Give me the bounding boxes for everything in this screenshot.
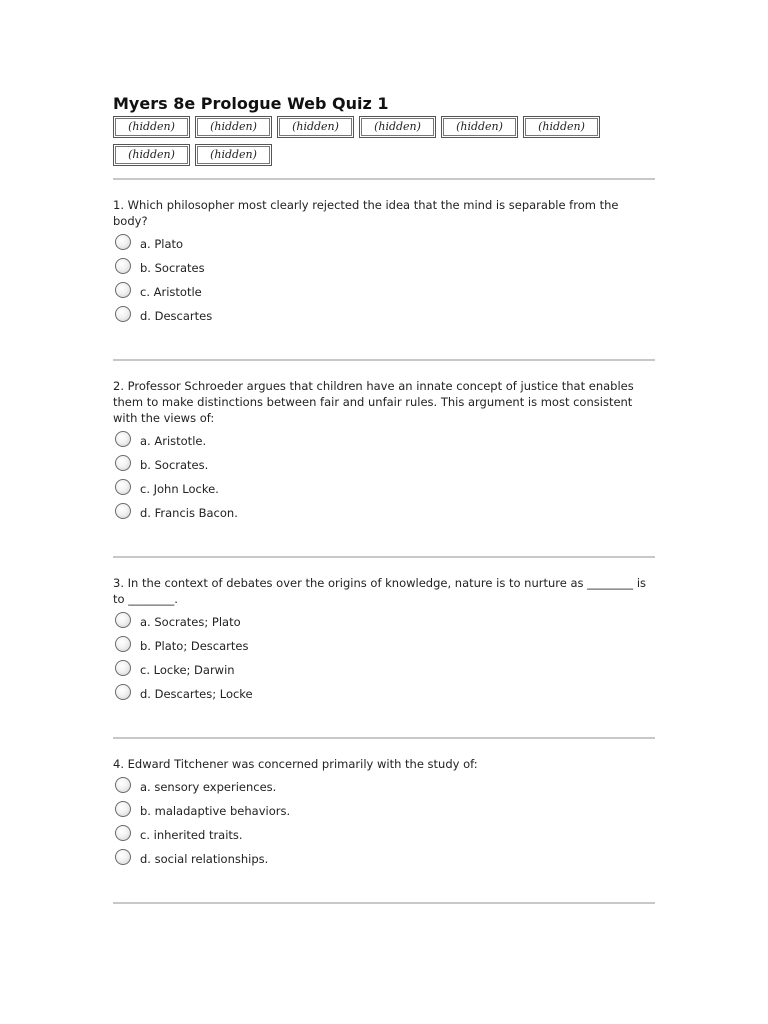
option-d[interactable] bbox=[113, 304, 655, 328]
hidden-field[interactable]: (hidden) bbox=[277, 116, 354, 138]
options bbox=[113, 429, 655, 525]
option-b[interactable] bbox=[113, 453, 655, 477]
radio-button[interactable] bbox=[115, 660, 131, 676]
divider bbox=[113, 556, 655, 558]
hidden-field[interactable]: (hidden) bbox=[441, 116, 518, 138]
hidden-field[interactable]: (hidden) bbox=[523, 116, 600, 138]
options bbox=[113, 610, 655, 706]
divider bbox=[113, 902, 655, 904]
radio-button[interactable] bbox=[115, 479, 131, 495]
option-c[interactable] bbox=[113, 477, 655, 501]
radio-button[interactable] bbox=[115, 801, 131, 817]
radio-button[interactable] bbox=[115, 455, 131, 471]
question-text: 1. Which philosopher most clearly rejected the idea that the mind is separable from the body? bbox=[113, 198, 619, 228]
radio-button[interactable] bbox=[115, 431, 131, 447]
option-label: c. Aristotle bbox=[140, 285, 202, 299]
option-b[interactable] bbox=[113, 256, 655, 280]
hidden-field[interactable]: (hidden) bbox=[195, 144, 272, 166]
divider bbox=[113, 737, 655, 739]
option-label: a. sensory experiences. bbox=[140, 780, 277, 794]
divider bbox=[113, 359, 655, 361]
radio-button[interactable] bbox=[115, 684, 131, 700]
option-a[interactable] bbox=[113, 232, 655, 256]
option-c[interactable] bbox=[113, 280, 655, 304]
option-d[interactable] bbox=[113, 682, 655, 706]
option-label: d. Francis Bacon. bbox=[140, 506, 238, 520]
option-label: c. Locke; Darwin bbox=[140, 663, 235, 677]
option-label: c. inherited traits. bbox=[140, 828, 243, 842]
radio-button[interactable] bbox=[115, 636, 131, 652]
options bbox=[113, 232, 655, 328]
question-3 bbox=[113, 575, 655, 706]
radio-button[interactable] bbox=[115, 503, 131, 519]
divider bbox=[113, 178, 655, 180]
radio-button[interactable] bbox=[115, 777, 131, 793]
option-label: d. Descartes bbox=[140, 309, 213, 323]
option-label: d. Descartes; Locke bbox=[140, 687, 253, 701]
option-d[interactable] bbox=[113, 847, 655, 871]
radio-button[interactable] bbox=[115, 306, 131, 322]
radio-button[interactable] bbox=[115, 825, 131, 841]
question-text: 3. In the context of debates over the origins of knowledge, nature is to nurture as ________ is to ________. bbox=[113, 576, 647, 606]
question-1 bbox=[113, 197, 655, 328]
option-a[interactable] bbox=[113, 610, 655, 634]
hidden-field[interactable]: (hidden) bbox=[359, 116, 436, 138]
option-b[interactable] bbox=[113, 634, 655, 658]
radio-button[interactable] bbox=[115, 258, 131, 274]
radio-button[interactable] bbox=[115, 612, 131, 628]
option-label: b. Plato; Descartes bbox=[140, 639, 249, 653]
question-2 bbox=[113, 378, 655, 525]
question-text: 4. Edward Titchener was concerned primarily with the study of: bbox=[113, 757, 478, 771]
question-4 bbox=[113, 756, 655, 871]
option-label: b. maladaptive behaviors. bbox=[140, 804, 291, 818]
option-a[interactable] bbox=[113, 775, 655, 799]
hidden-field[interactable]: (hidden) bbox=[195, 116, 272, 138]
hidden-fields bbox=[113, 116, 613, 172]
radio-button[interactable] bbox=[115, 849, 131, 865]
options bbox=[113, 775, 655, 871]
option-label: a. Aristotle. bbox=[140, 434, 207, 448]
option-label: a. Socrates; Plato bbox=[140, 615, 241, 629]
hidden-field[interactable]: (hidden) bbox=[113, 116, 190, 138]
option-label: d. social relationships. bbox=[140, 852, 269, 866]
option-label: a. Plato bbox=[140, 237, 184, 251]
option-c[interactable] bbox=[113, 658, 655, 682]
quiz-title: Myers 8e Prologue Web Quiz 1 bbox=[113, 94, 389, 113]
quiz-page bbox=[113, 94, 655, 904]
radio-button[interactable] bbox=[115, 234, 131, 250]
option-label: b. Socrates. bbox=[140, 458, 209, 472]
option-label: c. John Locke. bbox=[140, 482, 219, 496]
option-label: b. Socrates bbox=[140, 261, 205, 275]
question-text: 2. Professor Schroeder argues that children have an innate concept of justice that enables them to make distinctions between fair and unfair rules. This argument is most consistent with the views of: bbox=[113, 379, 634, 425]
radio-button[interactable] bbox=[115, 282, 131, 298]
option-d[interactable] bbox=[113, 501, 655, 525]
hidden-field[interactable]: (hidden) bbox=[113, 144, 190, 166]
option-c[interactable] bbox=[113, 823, 655, 847]
option-b[interactable] bbox=[113, 799, 655, 823]
option-a[interactable] bbox=[113, 429, 655, 453]
